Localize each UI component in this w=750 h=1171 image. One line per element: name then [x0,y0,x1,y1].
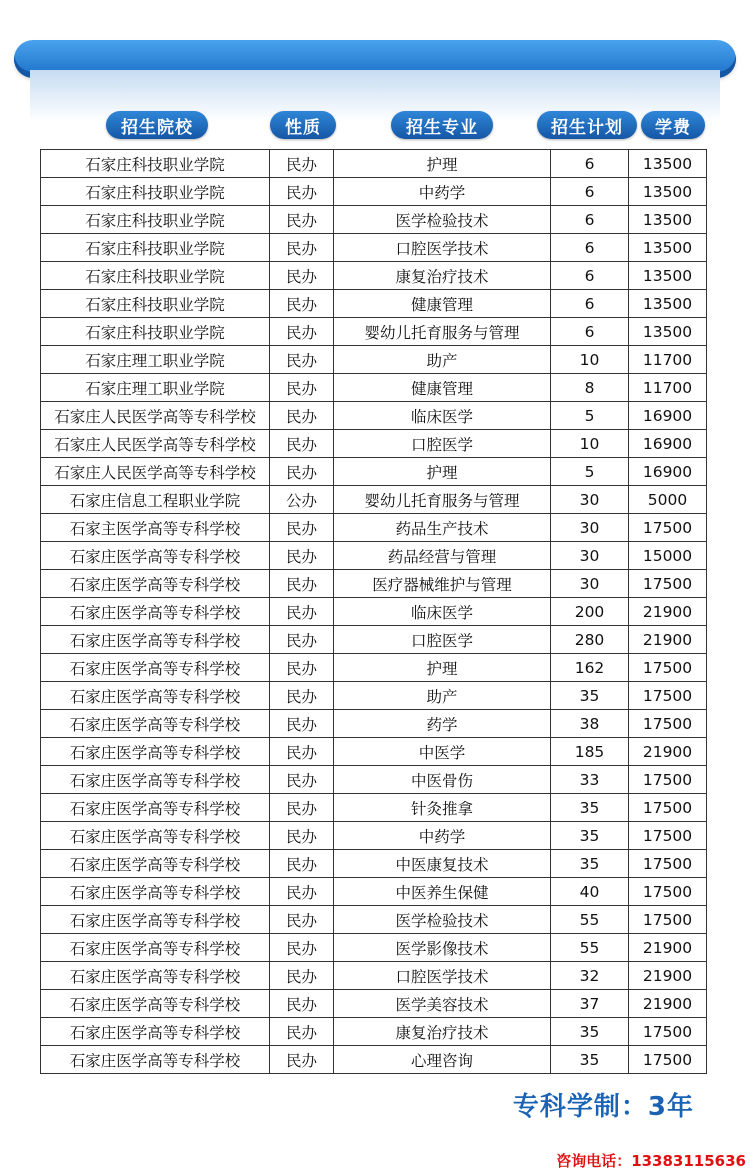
fee-cell: 17500 [629,682,707,710]
school-cell: 石家庄医学高等专科学校 [41,626,270,654]
fee-cell: 21900 [629,962,707,990]
major-cell: 婴幼儿托育服务与管理 [334,318,551,346]
table-row [41,962,707,990]
major-cell: 中药学 [334,822,551,850]
major-cell: 医学检验技术 [334,206,551,234]
fee-cell: 17500 [629,710,707,738]
plan-cell: 6 [551,318,629,346]
table-row [41,458,707,486]
plan-cell: 8 [551,374,629,402]
type-cell: 民办 [270,990,334,1018]
table-row [41,290,707,318]
type-cell: 民办 [270,542,334,570]
major-cell: 临床医学 [334,402,551,430]
school-cell: 石家庄科技职业学院 [41,178,270,206]
major-cell: 口腔医学技术 [334,962,551,990]
school-cell: 石家庄医学高等专科学校 [41,878,270,906]
table-row [41,178,707,206]
table-row [41,682,707,710]
fee-cell: 17500 [629,766,707,794]
plan-cell: 10 [551,430,629,458]
header-fee: 学费 [641,111,705,139]
type-cell: 公办 [270,486,334,514]
plan-cell: 6 [551,178,629,206]
fee-cell: 17500 [629,794,707,822]
fee-cell: 16900 [629,402,707,430]
type-cell: 民办 [270,234,334,262]
table-row [41,346,707,374]
type-cell: 民办 [270,794,334,822]
plan-cell: 200 [551,598,629,626]
plan-cell: 6 [551,262,629,290]
plan-cell: 6 [551,234,629,262]
table-row [41,262,707,290]
table-row [41,374,707,402]
type-cell: 民办 [270,1018,334,1046]
type-cell: 民办 [270,458,334,486]
school-cell: 石家庄医学高等专科学校 [41,822,270,850]
major-cell: 医学美容技术 [334,990,551,1018]
table-row [41,570,707,598]
major-cell: 健康管理 [334,290,551,318]
type-cell: 民办 [270,934,334,962]
major-cell: 口腔医学技术 [334,234,551,262]
type-cell: 民办 [270,290,334,318]
fee-cell: 17500 [629,654,707,682]
fee-cell: 13500 [629,150,707,178]
school-cell: 石家庄科技职业学院 [41,290,270,318]
type-cell: 民办 [270,822,334,850]
plan-cell: 6 [551,290,629,318]
table-row [41,626,707,654]
admissions-table [40,149,707,1074]
table-row [41,486,707,514]
major-cell: 助产 [334,682,551,710]
plan-cell: 35 [551,822,629,850]
type-cell: 民办 [270,570,334,598]
table-row [41,990,707,1018]
school-cell: 石家庄医学高等专科学校 [41,794,270,822]
fee-cell: 21900 [629,990,707,1018]
major-cell: 医学检验技术 [334,906,551,934]
table-row [41,654,707,682]
plan-cell: 30 [551,486,629,514]
fee-cell: 21900 [629,626,707,654]
plan-cell: 30 [551,514,629,542]
fee-cell: 16900 [629,458,707,486]
table-row [41,794,707,822]
type-cell: 民办 [270,682,334,710]
school-cell: 石家庄理工职业学院 [41,346,270,374]
school-cell: 石家庄医学高等专科学校 [41,766,270,794]
header-major: 招生专业 [391,111,493,139]
fee-cell: 17500 [629,1046,707,1074]
table-row [41,430,707,458]
major-cell: 护理 [334,654,551,682]
type-cell: 民办 [270,430,334,458]
school-cell: 石家庄医学高等专科学校 [41,710,270,738]
major-cell: 康复治疗技术 [334,1018,551,1046]
major-cell: 护理 [334,458,551,486]
major-cell: 中医养生保健 [334,878,551,906]
major-cell: 针灸推拿 [334,794,551,822]
major-cell: 婴幼儿托育服务与管理 [334,486,551,514]
school-cell: 石家庄科技职业学院 [41,262,270,290]
fee-cell: 11700 [629,374,707,402]
fee-cell: 16900 [629,430,707,458]
table-row [41,542,707,570]
plan-cell: 6 [551,206,629,234]
plan-cell: 185 [551,738,629,766]
header-type: 性质 [270,111,336,139]
school-cell: 石家庄科技职业学院 [41,206,270,234]
type-cell: 民办 [270,318,334,346]
school-cell: 石家庄医学高等专科学校 [41,934,270,962]
major-cell: 医疗器械维护与管理 [334,570,551,598]
fee-cell: 17500 [629,906,707,934]
school-cell: 石家庄人民医学高等专科学校 [41,402,270,430]
table-row [41,906,707,934]
plan-cell: 5 [551,402,629,430]
major-cell: 口腔医学 [334,430,551,458]
type-cell: 民办 [270,738,334,766]
plan-cell: 35 [551,850,629,878]
school-cell: 石家庄医学高等专科学校 [41,542,270,570]
table-row [41,766,707,794]
major-cell: 中医骨伤 [334,766,551,794]
fee-cell: 13500 [629,318,707,346]
type-cell: 民办 [270,150,334,178]
school-cell: 石家庄科技职业学院 [41,318,270,346]
plan-cell: 5 [551,458,629,486]
fee-cell: 17500 [629,850,707,878]
fee-cell: 17500 [629,822,707,850]
type-cell: 民办 [270,402,334,430]
plan-cell: 6 [551,150,629,178]
major-cell: 药品生产技术 [334,514,551,542]
school-cell: 石家主医学高等专科学校 [41,514,270,542]
fee-cell: 17500 [629,1018,707,1046]
major-cell: 医学影像技术 [334,934,551,962]
school-cell: 石家庄信息工程职业学院 [41,486,270,514]
table-row [41,514,707,542]
fee-cell: 17500 [629,878,707,906]
major-cell: 中药学 [334,178,551,206]
school-cell: 石家庄理工职业学院 [41,374,270,402]
type-cell: 民办 [270,906,334,934]
plan-cell: 30 [551,542,629,570]
plan-cell: 280 [551,626,629,654]
type-cell: 民办 [270,626,334,654]
major-cell: 中医康复技术 [334,850,551,878]
major-cell: 护理 [334,150,551,178]
school-cell: 石家庄人民医学高等专科学校 [41,458,270,486]
type-cell: 民办 [270,766,334,794]
school-cell: 石家庄医学高等专科学校 [41,1046,270,1074]
major-cell: 健康管理 [334,374,551,402]
fee-cell: 13500 [629,262,707,290]
table-row [41,934,707,962]
table-row [41,206,707,234]
plan-cell: 32 [551,962,629,990]
plan-cell: 10 [551,346,629,374]
major-cell: 中医学 [334,738,551,766]
table-row [41,402,707,430]
table-row [41,710,707,738]
fee-cell: 13500 [629,234,707,262]
plan-cell: 33 [551,766,629,794]
type-cell: 民办 [270,962,334,990]
fee-cell: 21900 [629,934,707,962]
type-cell: 民办 [270,654,334,682]
type-cell: 民办 [270,850,334,878]
table-row [41,1018,707,1046]
plan-cell: 40 [551,878,629,906]
header-school: 招生院校 [106,111,208,139]
fee-cell: 21900 [629,598,707,626]
table-row [41,234,707,262]
type-cell: 民办 [270,262,334,290]
major-cell: 心理咨询 [334,1046,551,1074]
major-cell: 康复治疗技术 [334,262,551,290]
fee-cell: 13500 [629,290,707,318]
type-cell: 民办 [270,178,334,206]
fee-cell: 15000 [629,542,707,570]
plan-cell: 35 [551,794,629,822]
fee-cell: 21900 [629,738,707,766]
type-cell: 民办 [270,514,334,542]
school-cell: 石家庄科技职业学院 [41,150,270,178]
table-row [41,738,707,766]
major-cell: 助产 [334,346,551,374]
table-row [41,1046,707,1074]
type-cell: 民办 [270,346,334,374]
school-cell: 石家庄医学高等专科学校 [41,682,270,710]
plan-cell: 162 [551,654,629,682]
school-cell: 石家庄医学高等专科学校 [41,906,270,934]
fee-cell: 13500 [629,206,707,234]
plan-cell: 38 [551,710,629,738]
school-cell: 石家庄医学高等专科学校 [41,962,270,990]
plan-cell: 30 [551,570,629,598]
program-duration: 专科学制：3年 [512,1092,694,1122]
table-row [41,850,707,878]
type-cell: 民办 [270,206,334,234]
school-cell: 石家庄医学高等专科学校 [41,598,270,626]
school-cell: 石家庄医学高等专科学校 [41,738,270,766]
table-row [41,318,707,346]
school-cell: 石家庄人民医学高等专科学校 [41,430,270,458]
type-cell: 民办 [270,878,334,906]
type-cell: 民办 [270,1046,334,1074]
school-cell: 石家庄医学高等专科学校 [41,990,270,1018]
school-cell: 石家庄科技职业学院 [41,234,270,262]
plan-cell: 35 [551,682,629,710]
table-row [41,878,707,906]
type-cell: 民办 [270,710,334,738]
school-cell: 石家庄医学高等专科学校 [41,850,270,878]
school-cell: 石家庄医学高等专科学校 [41,1018,270,1046]
fee-cell: 13500 [629,178,707,206]
fee-cell: 5000 [629,486,707,514]
fee-cell: 11700 [629,346,707,374]
type-cell: 民办 [270,598,334,626]
major-cell: 药品经营与管理 [334,542,551,570]
table-row [41,598,707,626]
plan-cell: 35 [551,1046,629,1074]
plan-cell: 35 [551,1018,629,1046]
school-cell: 石家庄医学高等专科学校 [41,654,270,682]
major-cell: 临床医学 [334,598,551,626]
school-cell: 石家庄医学高等专科学校 [41,570,270,598]
table-body [41,150,707,1074]
plan-cell: 55 [551,934,629,962]
type-cell: 民办 [270,374,334,402]
fee-cell: 17500 [629,514,707,542]
major-cell: 口腔医学 [334,626,551,654]
header-plan: 招生计划 [537,111,637,139]
hotline-text: 咨询电话：13383115636 [556,1152,746,1170]
plan-cell: 37 [551,990,629,1018]
table-row [41,822,707,850]
table-row [41,150,707,178]
fee-cell: 17500 [629,570,707,598]
plan-cell: 55 [551,906,629,934]
major-cell: 药学 [334,710,551,738]
